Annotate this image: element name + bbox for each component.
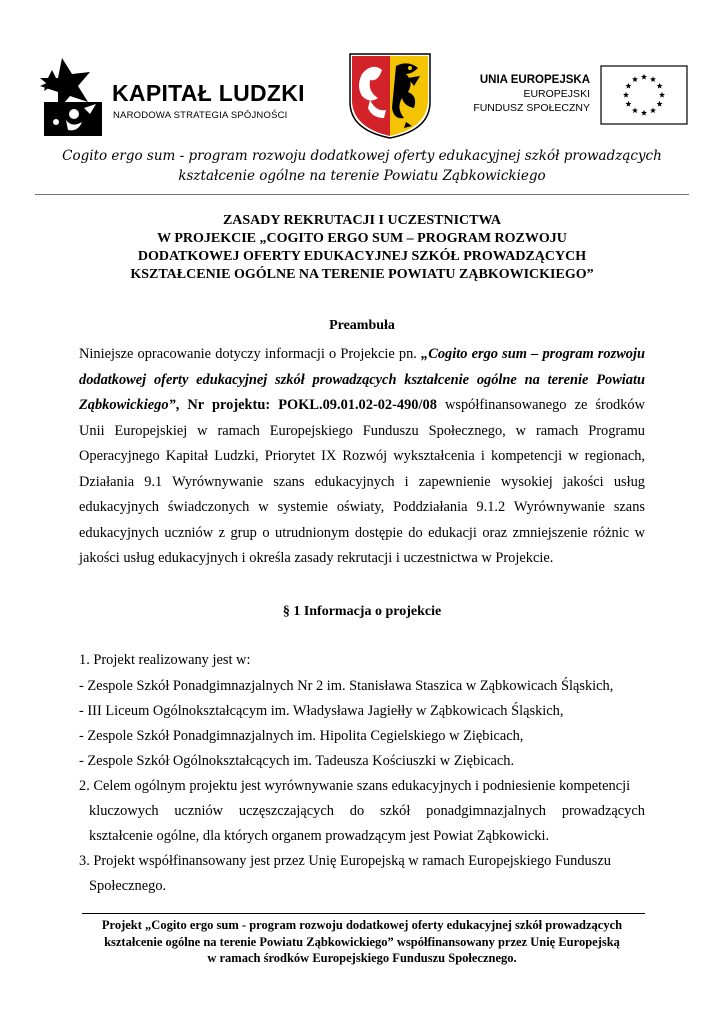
kapital-ludzki-title: KAPITAŁ LUDZKI — [112, 80, 305, 106]
word: ponadgimnazjalnych — [426, 803, 547, 819]
header-divider — [35, 194, 689, 195]
preamble-intro: Niniejsze opracowanie dotyczy informacji o Projekcie pn. — [79, 346, 422, 362]
word: prowadzących — [561, 803, 645, 819]
eu-label-social-fund: FUNDUSZ SPOŁECZNY — [473, 102, 590, 114]
preamble-project-name: „Cogito ergo sum – program rozwoju dodatkowej oferty edukacyjnej szkół prowadzących kształcenie ogólne na terenie Powiatu Ząbkowickiego” — [79, 346, 645, 413]
preamble-heading: Preambuła — [329, 318, 395, 333]
project-title-line-1: Cogito ergo sum - program rozwoju dodatkowej oferty edukacyjnej szkół prowadzących — [62, 148, 662, 164]
project-title-header — [40, 146, 684, 186]
preamble-paragraph — [79, 342, 645, 572]
word: szkół — [379, 803, 411, 819]
footer-divider — [82, 913, 645, 914]
document-title-line: DODATKOWEJ OFERTY EDUKACYJNEJ SZKÓŁ PROWADZĄCYCH — [137, 249, 587, 264]
section-1-item-2-line-3: kształcenie ogólne, dla których organem prowadzącym jest Powiat Ząbkowicki. — [89, 828, 550, 844]
school-list-item: - Zespole Szkół Ponadgimnazjalnych Nr 2 im. Stanisława Staszica w Ząbkowicach Śląskich, — [79, 678, 614, 694]
document-title-line: KSZTAŁCENIE OGÓLNE NA TERENIE POWIATU ZĄBKOWICKIEGO” — [130, 267, 594, 282]
preamble-rest: współfinansowanego ze środków Unii Europejskiej w ramach Europejskiego Funduszu Społecznego, w ramach Programu Operacyjnego Kapitał Ludzki, Priorytet IX Rozwój wykształcenia i kompetencji w regionach, Działania 9.1 Wyrównywanie szans edukacyjnych i zapewnienie wysokiej jakości usług edukacyjnych świadczonych w systemie oświaty, Poddziałania 9.1.2 Wyrównywanie szans edukacyjnych uczniów z grup o utrudnionym dostępie do edukacji oraz zmniejszenie różnic w jakości usług edukacyjnych i określa zasady rekrutacji i uczestnictwa w Projekcie. — [79, 397, 645, 566]
kapital-ludzki-logo-icon — [38, 56, 108, 136]
eu-flag-icon — [600, 65, 688, 125]
school-list-item: - Zespole Szkół Ponadgimnazjalnych im. Hipolita Cegielskiego w Ziębicach, — [79, 728, 524, 744]
eu-label-european: EUROPEJSKI — [523, 88, 590, 100]
section-1-item-2-line-2 — [89, 803, 645, 820]
footer-line-1: Projekt „Cogito ergo sum - program rozwoju dodatkowej oferty edukacyjnej szkół prowadzących — [101, 918, 623, 932]
page-header — [0, 0, 724, 200]
footer-line-3: w ramach środków Europejskiego Funduszu Społecznego. — [207, 951, 517, 965]
word: kluczowych — [89, 803, 159, 819]
lower-silesia-crest-icon — [348, 52, 432, 140]
section-1-item-3-line-2: Społecznego. — [89, 878, 167, 894]
document-title-line: W PROJEKCIE „COGITO ERGO SUM – PROGRAM ROZWOJU — [157, 231, 567, 246]
footer-line-2: kształcenie ogólne na terenie Powiatu Ząbkowickiego” współfinansowany przez Unię Europejską — [104, 934, 620, 949]
word: uczniów — [174, 803, 224, 819]
eu-text-block — [470, 73, 590, 115]
section-1-item-1: 1. Projekt realizowany jest w: — [79, 652, 251, 668]
eu-label-union: UNIA EUROPEJSKA — [479, 74, 590, 86]
word: uczęszczających — [238, 803, 334, 819]
project-title-line-2: kształcenie ogólne na terenie Powiatu Ząbkowickiego — [178, 168, 546, 184]
school-list-item: - III Liceum Ogólnokształcącym im. Władysława Jagiełły w Ząbkowicach Śląskich, — [79, 703, 564, 719]
section-1-item-3-line-1: 3. Projekt współfinansowany jest przez Unię Europejską w ramach Europejskiego Funduszu — [79, 853, 611, 869]
section-1-heading: § 1 Informacja o projekcie — [282, 604, 442, 619]
document-title-line: ZASADY REKRUTACJI I UCZESTNICTWA — [222, 213, 502, 228]
document-title — [60, 212, 664, 284]
school-list-item: - Zespole Szkół Ogólnokształcących im. Tadeusza Kościuszki w Ziębicach. — [79, 753, 515, 769]
page-footer — [75, 917, 649, 967]
kapital-ludzki-subtitle: NARODOWA STRATEGIA SPÓJNOŚCI — [113, 110, 288, 121]
word: do — [349, 803, 365, 819]
preamble-project-number: , Nr projektu: POKL.09.01.02-02-490/08 — [175, 397, 437, 413]
section-1-item-2-line-1: 2. Celem ogólnym projektu jest wyrównywanie szans edukacyjnych i podniesienie kompetencji — [79, 778, 631, 794]
